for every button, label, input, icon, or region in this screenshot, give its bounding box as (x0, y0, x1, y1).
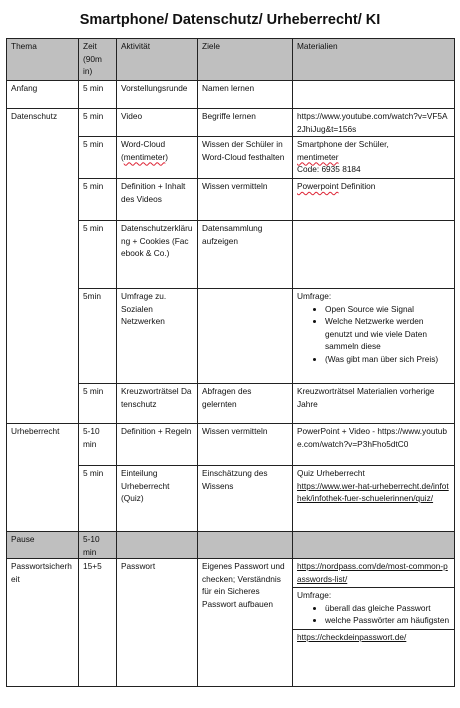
list-item: • überall das gleiche Passwort (325, 602, 450, 615)
cell-materialien: https://www.youtube.com/watch?v=VF5A2JhiJug&t=156s (293, 109, 455, 137)
cell-ziele: Datensammlung aufzeigen (198, 221, 293, 289)
cell-aktivitaet: Definition + Inhalt des Videos (117, 179, 198, 221)
cell-thema: Urheberrecht (7, 424, 79, 532)
cell-aktivitaet: Einteilung Urheberrecht (Quiz) (117, 466, 198, 532)
table-row (7, 559, 455, 687)
cell-aktivitaet: Definition + Regeln (117, 424, 198, 466)
cell-zeit: 5 min (79, 384, 117, 424)
cell-materialien (293, 289, 455, 384)
cell-materialien: Powerpoint Definition (293, 179, 455, 221)
cell-materialien: Quiz Urheberrecht https://www.wer-hat-urheberrecht.de/infothek/infothek-fuer-schuelerinnen/quiz/ (293, 466, 455, 532)
cell-materialien: PowerPoint + Video - https://www.youtube.com/watch?v=P3hFho5dtC0 (293, 424, 455, 466)
list-item: • welche Passwörter am häufigsten (325, 614, 450, 627)
cell-thema: Pause (7, 532, 79, 559)
cell-zeit: 15+5 (79, 559, 117, 687)
cell-ziele (198, 289, 293, 384)
cell-materialien (293, 221, 455, 289)
table-row (7, 109, 455, 137)
cell-ziele: Eigenes Passwort und checken; Verständnis für ein Sicheres Passwort aufbauen (198, 559, 293, 687)
cell-ziele: Wissen vermitteln (198, 424, 293, 466)
cell-ziele: Einschätzung des Wissens (198, 466, 293, 532)
cell-ziele: Begriffe lernen (198, 109, 293, 137)
cell-aktivitaet: Umfrage zu. Sozialen Netzwerken (117, 289, 198, 384)
cell-zeit: 5 min (79, 179, 117, 221)
cell-aktivitaet: Kreuzworträtsel Datenschutz (117, 384, 198, 424)
table-row (7, 424, 455, 466)
quiz-link[interactable]: https://www.wer-hat-urheberrecht.de/infothek/infothek-fuer-schuelerinnen/quiz/ (297, 480, 449, 503)
cell-zeit: 5 min (79, 81, 117, 109)
cell-zeit: 5 min (79, 221, 117, 289)
cell-thema: Passwortsicherheit (7, 559, 79, 687)
lesson-plan-table (6, 38, 455, 687)
document-title: Smartphone/ Datenschutz/ Urheberrecht/ KI (79, 12, 381, 28)
cell-zeit: 5-10 min (79, 424, 117, 466)
cell-aktivitaet: Vorstellungsrunde (117, 81, 198, 109)
cell-ziele: Wissen vermitteln (198, 179, 293, 221)
table-row (7, 81, 455, 109)
cell-zeit: 5 min (79, 137, 117, 179)
cell-thema: Datenschutz (7, 109, 79, 424)
table-header-row (7, 39, 455, 81)
header-ziele: Ziele (198, 39, 293, 81)
cell-zeit: 5-10 min (79, 532, 117, 559)
cell-aktivitaet: Datenschutzerklärung + Cookies (Facebook & Co.) (117, 221, 198, 289)
cell-zeit: 5 min (79, 109, 117, 137)
table-row-pause (7, 532, 455, 559)
header-materialien: Materialien (293, 39, 455, 81)
umfrage-title: Umfrage: (297, 590, 332, 600)
cell-materialien (293, 81, 455, 109)
list-item: • Open Source wie Signal (325, 303, 450, 316)
nordpass-link[interactable]: https://nordpass.com/de/most-common-passwords-list/ (297, 561, 448, 584)
cell-aktivitaet: Word-Cloud (mentimeter) (117, 137, 198, 179)
cell-aktivitaet: Passwort (117, 559, 198, 687)
cell-ziele: Abfragen des gelernten (198, 384, 293, 424)
cell-zeit: 5 min (79, 466, 117, 532)
header-zeit: Zeit (90m in) (79, 39, 117, 81)
header-aktivitaet: Aktivität (117, 39, 198, 81)
cell-ziele: Wissen der Schüler in Word-Cloud festhalten (198, 137, 293, 179)
list-item: • Welche Netzwerke werden genutzt und wie viele Daten sammeln diese (325, 315, 450, 353)
umfrage-title: Umfrage: (297, 291, 332, 301)
cell-thema: Anfang (7, 81, 79, 109)
cell-zeit: 5min (79, 289, 117, 384)
list-item: • (Was gibt man über sich Preis) (325, 353, 450, 366)
umfrage-list (297, 303, 450, 366)
cell-materialien: Kreuzworträtsel Materialien vorherige Jahre (293, 384, 455, 424)
cell-materialien (293, 559, 455, 687)
cell-materialien: Smartphone der Schüler, mentimeter Code: 6935 8184 (293, 137, 455, 179)
umfrage-list (297, 602, 450, 627)
cell-aktivitaet: Video (117, 109, 198, 137)
header-thema: Thema (7, 39, 79, 81)
cell-ziele: Namen lernen (198, 81, 293, 109)
checkdeinpasswort-link[interactable]: https://checkdeinpasswort.de/ (297, 631, 407, 642)
